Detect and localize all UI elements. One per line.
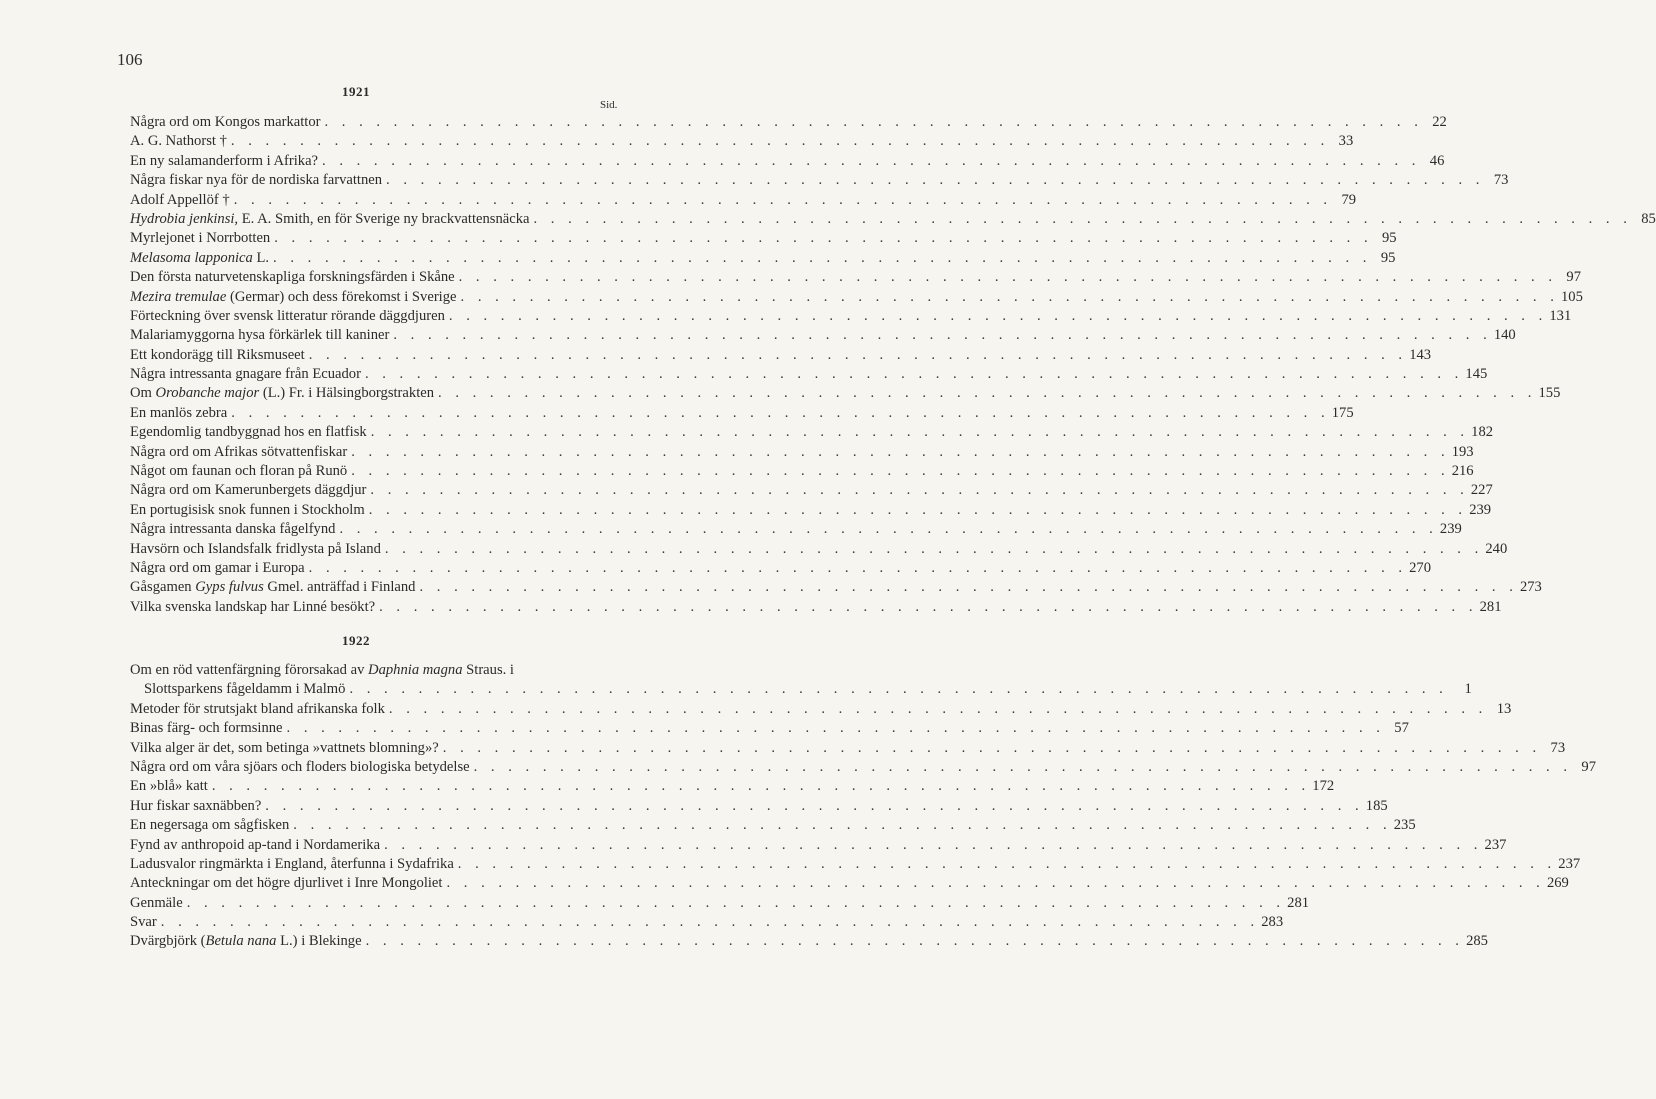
toc-entry <box>130 797 1388 816</box>
toc-entry-page: 79 <box>1341 191 1357 208</box>
toc-entry-title-text: Ett kondorägg till Riksmuseet <box>130 346 305 363</box>
dot-leader <box>442 874 1544 893</box>
toc-entry-page: 145 <box>1465 366 1488 383</box>
toc-entry-title <box>130 913 157 932</box>
dot-leader <box>305 559 1407 578</box>
toc-entry-title-text: Svar <box>130 914 157 931</box>
toc-list-1921 <box>130 113 1656 617</box>
toc-entry <box>130 855 1581 874</box>
toc-entry-title <box>130 874 442 893</box>
dot-leader <box>381 540 1483 559</box>
toc-entry-title <box>130 210 529 229</box>
toc-entry-page: 237 <box>1558 855 1581 872</box>
dot-leader <box>529 210 1631 229</box>
dot-leader <box>283 719 1385 738</box>
toc-entry <box>130 404 1354 423</box>
toc-entry-title-italic: Melasoma lapponica <box>130 249 253 266</box>
toc-entry-title <box>130 598 375 617</box>
toc-entry <box>130 443 1474 462</box>
toc-entry-title <box>130 346 305 365</box>
toc-entry <box>130 578 1542 597</box>
dot-leader <box>455 268 1557 287</box>
toc-entry-page: 97 <box>1581 758 1596 775</box>
dot-leader <box>367 423 1469 442</box>
dot-leader <box>470 758 1572 777</box>
toc-entry <box>130 680 1472 699</box>
toc-entry-page: 235 <box>1393 817 1416 834</box>
toc-entry-title-text: Några ord om våra sjöars och floders biologiska betydelse <box>130 758 470 775</box>
toc-entry-title <box>130 932 362 951</box>
toc-entry-title-text: En ny salamanderform i Afrika? <box>130 152 319 169</box>
toc-entry-title-text: Genmäle <box>130 894 183 911</box>
dot-leader <box>445 307 1547 326</box>
toc-entry-title <box>130 365 361 384</box>
toc-entry <box>130 365 1488 384</box>
toc-entry-title-text: En negersaga om sågfisken <box>130 817 290 834</box>
dot-leader <box>230 191 1332 210</box>
toc-entry-title <box>130 326 389 345</box>
toc-entry-title <box>130 191 230 210</box>
toc-entry-title-text: (Germar) och dess förekomst i Sverige <box>226 288 457 305</box>
toc-entry-page: 85 <box>1641 210 1656 227</box>
dot-leader <box>389 326 1491 345</box>
toc-entry-title-text: En »blå» katt <box>130 778 208 795</box>
toc-entry-page: 95 <box>1382 230 1397 247</box>
dot-leader <box>183 894 1285 913</box>
page-number: 106 <box>117 50 143 69</box>
toc-entry-title <box>130 481 366 500</box>
toc-entry-title-text: Några ord om Kongos markattor <box>130 114 321 130</box>
dot-leader <box>269 249 1371 268</box>
toc-entry <box>130 229 1397 248</box>
toc-entry-title <box>130 520 335 539</box>
toc-entry-title <box>130 229 270 248</box>
toc-entry-title <box>130 384 434 403</box>
toc-entry <box>130 874 1569 893</box>
toc-entry-title-text: Några intressanta danska fågelfynd <box>130 521 336 538</box>
dot-leader <box>227 404 1329 423</box>
toc-entry-title <box>130 113 320 132</box>
section-year-1921: 1921 <box>342 84 370 99</box>
dot-leader <box>362 932 1464 951</box>
toc-entry <box>130 520 1462 539</box>
dot-leader <box>318 152 1420 171</box>
dot-leader <box>385 700 1487 719</box>
toc-entry <box>130 501 1492 520</box>
toc-entry-title <box>130 559 305 578</box>
toc-entry-page: 131 <box>1549 307 1572 324</box>
toc-entry <box>130 132 1354 151</box>
toc-entry <box>130 700 1512 719</box>
toc-entry-title <box>130 540 381 559</box>
dot-leader <box>289 816 1391 835</box>
toc-entry-title-text: Slottsparkens fågeldamm i Malmö <box>144 681 346 698</box>
toc-entry-title-text: (L.) Fr. i Hälsingborgstrakten <box>259 385 435 402</box>
toc-entry <box>130 894 1310 913</box>
toc-entry-page: 281 <box>1287 894 1310 911</box>
toc-entry-title-prefix: Om en röd vattenfärgning förorsakad av <box>130 662 369 678</box>
toc-entry-title-text: Den första naturvetenskapliga forskningsfärden i Skåne <box>130 269 455 286</box>
toc-entry-title-prefix: Gåsgamen <box>130 579 196 596</box>
section-year-1922: 1922 <box>342 633 370 648</box>
toc-entry <box>130 210 1656 229</box>
toc-entry <box>130 307 1572 326</box>
toc-entry-title <box>130 423 367 442</box>
toc-entry-title <box>130 307 445 326</box>
toc-entry-page: 193 <box>1451 443 1474 460</box>
toc-entry-title-italic: Orobanche major <box>155 385 260 402</box>
toc-list-1922 <box>130 680 1596 951</box>
toc-entry <box>130 739 1566 758</box>
toc-entry-title-prefix: Dvärgbjörk ( <box>130 933 206 950</box>
toc-entry-title-text: En manlös zebra <box>130 404 228 421</box>
toc-entry-title <box>130 249 269 268</box>
toc-entry-page: 270 <box>1409 559 1432 576</box>
toc-entry-page: 22 <box>1432 114 1447 130</box>
toc-entry-page: 185 <box>1365 797 1388 814</box>
toc-entry-page: 239 <box>1439 521 1462 538</box>
toc-entry-page: 237 <box>1484 836 1507 853</box>
toc-entry-title-text: Adolf Appellöf † <box>130 191 230 208</box>
toc-entry-title-text: Malariamyggorna hysa förkärlek till kaniner <box>130 327 390 344</box>
toc-entry-page: 281 <box>1479 598 1502 615</box>
toc-entry-title <box>130 797 261 816</box>
toc-entry-title-text: Vilka alger är det, som betinga »vattnets blomning»? <box>130 739 439 756</box>
dot-leader <box>434 384 1536 403</box>
toc-entry-page: 73 <box>1550 739 1566 756</box>
dot-leader <box>366 481 1468 500</box>
toc-entry <box>130 346 1432 365</box>
dot-leader <box>415 578 1517 597</box>
toc-entry-title <box>130 288 457 307</box>
dot-leader <box>347 462 1449 481</box>
toc-entry-page: 33 <box>1338 133 1354 150</box>
toc-entry-page: 269 <box>1546 875 1569 892</box>
dot-leader <box>335 520 1437 539</box>
toc-entry-title-text: Några fiskar nya för de nordiska farvattnen <box>130 172 383 189</box>
toc-entry-title <box>130 836 380 855</box>
toc-entry-title-text: Fynd av anthropoid ap-tand i Nordamerika <box>130 836 381 853</box>
toc-entry-title <box>130 268 455 287</box>
toc-entry <box>130 719 1409 738</box>
toc-entry-title-suffix: Straus. i <box>462 662 514 678</box>
toc-entry-title <box>130 855 454 874</box>
toc-entry-wrapped-first-line <box>130 661 614 680</box>
toc-entry-title-italic: Mezira tremulae <box>130 288 227 305</box>
dot-leader <box>380 836 1482 855</box>
toc-entry-title-text: Hur fiskar saxnäbben? <box>130 797 262 814</box>
toc-entry-title <box>130 443 347 462</box>
toc-entry-title-italic: Hydrobia jenkinsi, <box>130 210 239 227</box>
toc-entry-title-text: Några ord om Afrikas sötvattenfiskar <box>130 443 348 460</box>
toc-entry-title <box>130 171 382 190</box>
toc-entry-title-italic: Betula nana <box>205 933 277 950</box>
toc-entry <box>130 462 1474 481</box>
toc-entry-page: 57 <box>1394 720 1409 737</box>
toc-entry-page: 105 <box>1560 288 1583 305</box>
toc-entry-title <box>130 777 208 796</box>
toc-entry <box>130 758 1596 777</box>
toc-entry <box>130 423 1494 442</box>
toc-entry-page: 285 <box>1466 933 1488 950</box>
toc-entry-title-italic: Daphnia magna <box>368 662 463 678</box>
toc-entry-title-text: En portugisisk snok funnen i Stockholm <box>130 501 365 518</box>
toc-entry-title <box>130 894 183 913</box>
toc-entry-page: 283 <box>1261 914 1284 931</box>
toc-entry-title-text: Vilka svenska landskap har Linné besökt? <box>130 598 376 615</box>
toc-entry-page: 175 <box>1331 404 1354 421</box>
toc-entry-title <box>130 739 439 758</box>
dot-leader <box>454 855 1556 874</box>
toc-entry <box>130 540 1508 559</box>
toc-entry-title-text: Förteckning över svensk litteratur rörande däggdjuren <box>130 307 445 324</box>
dot-leader <box>347 443 1449 462</box>
page-column-label: Sid. <box>600 99 618 111</box>
toc-entry-title-text: Anteckningar om det högre djurlivet i Inre Mongoliet <box>130 875 443 892</box>
toc-entry-title-italic: Gyps fulvus <box>195 579 264 596</box>
toc-entry-page: 143 <box>1409 346 1432 363</box>
toc-entry <box>130 152 1445 171</box>
toc-entry <box>130 268 1581 287</box>
toc-entry-page: 73 <box>1493 172 1509 189</box>
toc-entry <box>130 598 1502 617</box>
toc-entry <box>130 559 1432 578</box>
toc-entry <box>130 249 1396 268</box>
toc-entry-title-text: Några intressanta gnagare från Ecuador <box>130 366 361 383</box>
toc-list-1922-wrapper <box>130 661 1596 952</box>
dot-leader <box>382 171 1484 190</box>
toc-entry-title-text: Något om faunan och floran på Runö <box>130 463 348 480</box>
toc-entry-title-text: L.) i Blekinge <box>276 933 362 950</box>
toc-entry-title-text: E. A. Smith, en för Sverige ny brackvattensnäcka <box>238 210 530 227</box>
toc-entry <box>130 288 1583 307</box>
toc-entry-title-text: Myrlejonet i Norrbotten <box>130 230 271 247</box>
toc-entry <box>130 171 1509 190</box>
dot-leader <box>365 501 1467 520</box>
toc-entry <box>130 816 1416 835</box>
toc-entry-title-text: Ladusvalor ringmärkta i England, återfunna i Sydafrika <box>130 855 454 872</box>
toc-entry-page: 227 <box>1470 482 1493 499</box>
toc-entry <box>130 191 1357 210</box>
toc-entry-page: 46 <box>1429 152 1445 169</box>
dot-leader <box>320 113 1422 132</box>
toc-entry <box>130 384 1561 403</box>
toc-entry-page: 172 <box>1312 778 1335 795</box>
toc-entry-title <box>130 700 385 719</box>
dot-leader <box>345 680 1447 699</box>
toc-entry-page: 95 <box>1380 249 1396 266</box>
toc-entry <box>130 481 1493 500</box>
toc-entry <box>130 113 1447 132</box>
toc-entry-title <box>130 680 345 699</box>
toc-entry-title-text: Binas färg- och formsinne <box>130 720 283 737</box>
toc-entry-title <box>130 152 318 171</box>
toc-entry-page: 182 <box>1471 424 1494 441</box>
dot-leader <box>439 739 1541 758</box>
toc-entry-page: 140 <box>1493 327 1516 344</box>
toc-entry-title-text: Havsörn och Islandsfalk fridlysta på Island <box>130 540 381 557</box>
dot-leader <box>457 288 1559 307</box>
dot-leader <box>208 777 1310 796</box>
toc-entry-title-text: Metoder för strutsjakt bland afrikanska folk <box>130 700 385 717</box>
toc-entry-title <box>130 578 415 597</box>
dot-leader <box>227 132 1329 151</box>
toc-entry-title <box>130 462 347 481</box>
dot-leader <box>375 598 1477 617</box>
toc-entry-title-text: A. G. Nathorst † <box>130 133 227 150</box>
dot-leader <box>261 797 1363 816</box>
toc-entry-title-text: L. <box>252 249 270 266</box>
toc-entry-title <box>130 132 227 151</box>
toc-entry <box>130 913 1284 932</box>
toc-entry-title-text: Egendomlig tandbyggnad hos en flatfisk <box>130 424 367 441</box>
dot-leader <box>157 913 1259 932</box>
toc-entry <box>130 836 1507 855</box>
toc-entry-title <box>130 758 470 777</box>
toc-entry-page: 216 <box>1451 463 1474 480</box>
toc-entry-page: 273 <box>1519 579 1542 596</box>
toc-entry-page: 155 <box>1538 385 1561 402</box>
toc-entry-page: 240 <box>1485 540 1508 557</box>
dot-leader <box>270 229 1372 248</box>
toc-entry-page: 1 <box>1464 681 1472 698</box>
dot-leader <box>305 346 1407 365</box>
toc-entry-title-text: Gmel. anträffad i Finland <box>263 579 416 596</box>
dot-leader <box>361 365 1463 384</box>
toc-entry <box>130 326 1516 345</box>
toc-entry-title-prefix: Om <box>130 385 156 402</box>
toc-entry-page: 13 <box>1496 700 1512 717</box>
toc-entry-title-text: Några ord om gamar i Europa <box>130 559 305 576</box>
toc-entry-page: 97 <box>1566 269 1581 286</box>
toc-entry-title-text: Några ord om Kamerunbergets däggdjur <box>130 482 367 499</box>
toc-entry <box>130 932 1488 951</box>
toc-entry-title <box>130 816 289 835</box>
toc-entry <box>130 777 1335 796</box>
toc-entry-page: 239 <box>1469 501 1492 518</box>
toc-entry-title <box>130 501 365 520</box>
toc-entry-title <box>130 404 227 423</box>
toc-entry-title <box>130 719 283 738</box>
